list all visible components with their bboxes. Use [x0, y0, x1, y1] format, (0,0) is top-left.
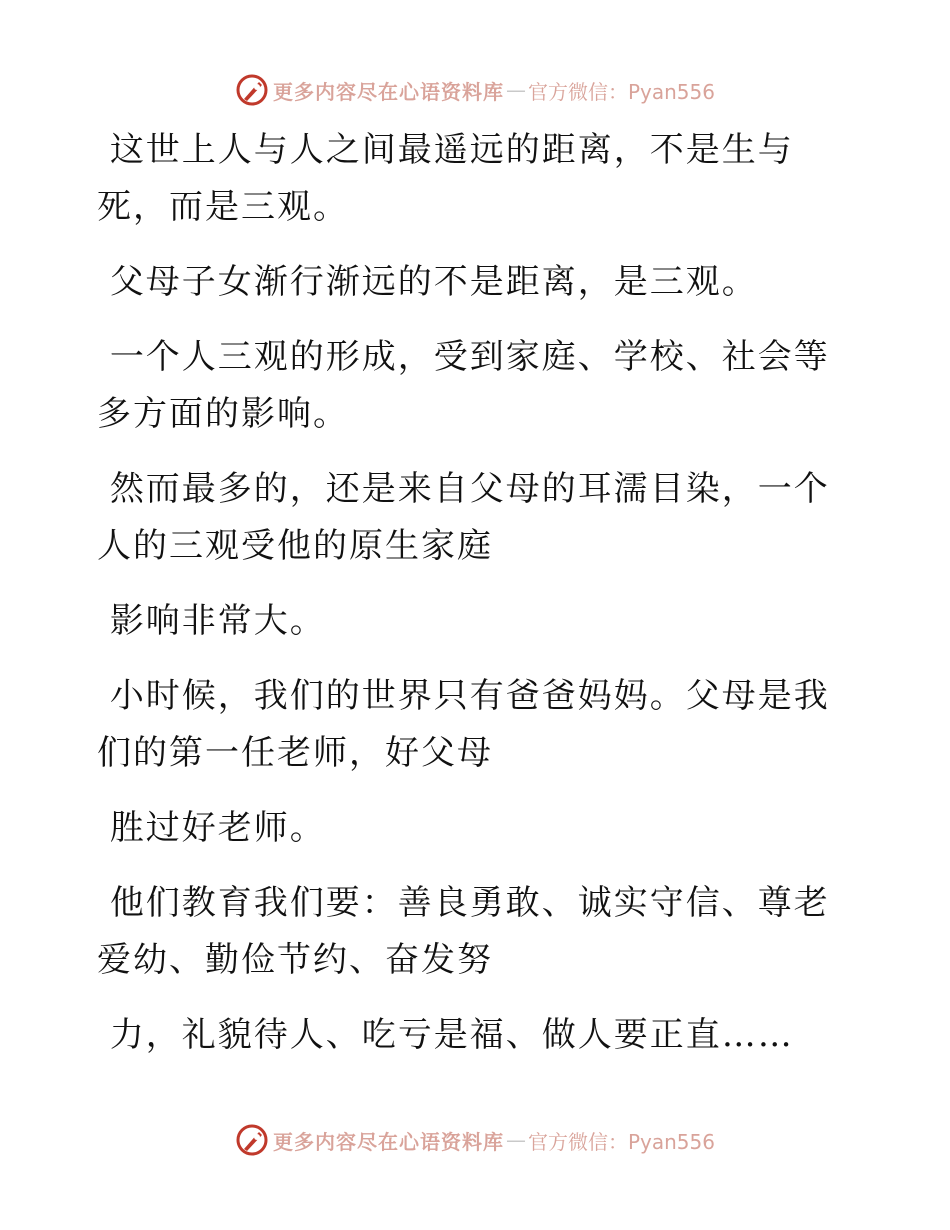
header-banner-wechat: 官方微信：Pyan556	[527, 79, 715, 104]
paragraph: 这世上人与人之间最遥远的距离，不是生与死，而是三观。	[97, 130, 794, 227]
paragraph: 他们教育我们要：善良勇敢、诚实守信、尊老爱幼、勤俭节约、奋发努	[97, 883, 830, 980]
paragraph: 然而最多的，还是来自父母的耳濡目染，一个人的三观受他的原生家庭	[97, 469, 830, 566]
header-banner	[0, 70, 950, 110]
quill-logo-icon	[235, 73, 269, 107]
paragraph: 一个人三观的形成，受到家庭、学校、社会等多方面的影响。	[97, 337, 830, 434]
paragraph: 影响非常大。	[97, 601, 326, 641]
footer-banner-separator: —	[505, 1128, 526, 1152]
footer-banner	[0, 1120, 950, 1160]
header-banner-separator: —	[505, 78, 526, 102]
header-banner-text: 更多内容尽在心语资料库	[272, 79, 504, 104]
footer-banner-wechat: 官方微信：Pyan556	[527, 1129, 715, 1154]
paragraph: 力，礼貌待人、吃亏是福、做人要正直……	[97, 1015, 794, 1055]
paragraph: 父母子女渐行渐远的不是距离，是三观。	[97, 262, 758, 302]
paragraph: 小时候，我们的世界只有爸爸妈妈。父母是我们的第一任老师，好父母	[97, 676, 830, 773]
paragraph: 胜过好老师。	[97, 808, 326, 848]
quill-logo-icon	[235, 1123, 269, 1157]
document-body	[97, 122, 837, 1082]
footer-banner-text: 更多内容尽在心语资料库	[272, 1129, 504, 1154]
